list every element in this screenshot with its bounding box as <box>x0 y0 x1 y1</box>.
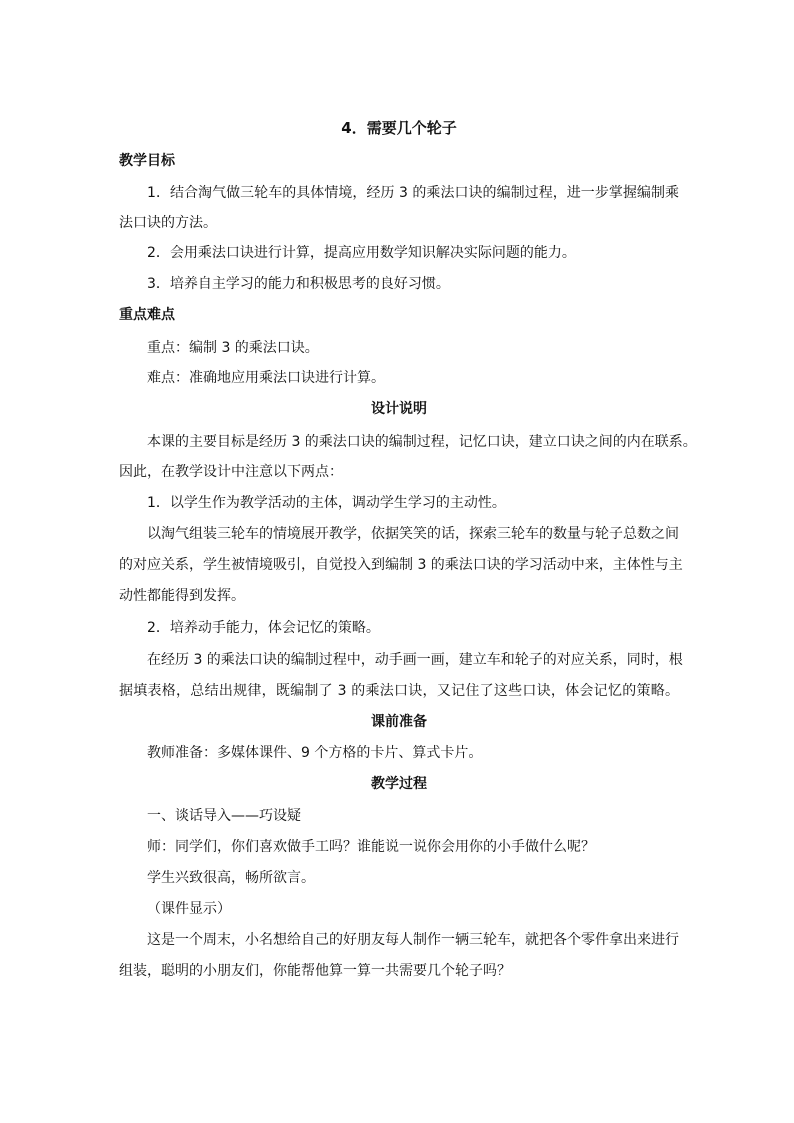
story-line-2: 组装，聪明的小朋友们，你能帮他算一算一共需要几个轮子吗？ <box>119 963 511 979</box>
page-title: 4．需要几个轮子 <box>341 119 457 137</box>
design-para-1-line-3: 动性都能得到发挥。 <box>119 588 245 604</box>
key-points-heading: 重点难点 <box>119 307 175 323</box>
objectives-heading: 教学目标 <box>119 153 175 169</box>
preparation-heading: 课前准备 <box>371 714 427 730</box>
objective-3: 3．培养自主学习的能力和积极思考的良好习惯。 <box>147 276 450 292</box>
design-point-2: 2．培养动手能力，体会记忆的策略。 <box>147 620 380 636</box>
design-intro-line-1: 本课的主要目标是经历 3 的乘法口诀的编制过程，记忆口诀，建立口诀之间的内在联系。 <box>147 434 697 450</box>
process-heading: 教学过程 <box>371 776 427 792</box>
process-section-1: 一、谈话导入——巧设疑 <box>147 808 301 824</box>
teacher-preparation: 教师准备：多媒体课件、9 个方格的卡片、算式卡片。 <box>147 745 483 761</box>
design-point-1: 1．以学生作为教学活动的主体，调动学生学习的主动性。 <box>147 495 506 511</box>
courseware-note: （课件显示） <box>147 901 231 917</box>
objective-1-line-2: 法口诀的方法。 <box>119 215 217 231</box>
design-para-2-line-2: 据填表格，总结出规律，既编制了 3 的乘法口诀，又记住了这些口诀，体会记忆的策略。 <box>119 683 679 699</box>
difficulty-point: 难点：准确地应用乘法口诀进行计算。 <box>147 370 385 386</box>
design-intro-line-2: 因此，在教学设计中注意以下两点： <box>119 464 343 480</box>
teacher-question: 师：同学们，你们喜欢做手工吗？谁能说一说你会用你的小手做什么呢？ <box>147 839 595 855</box>
design-para-1-line-2: 的对应关系，学生被情境吸引，自觉投入到编制 3 的乘法口诀的学习活动中来，主体性与主 <box>119 557 683 573</box>
story-line-1: 这是一个周末，小名想给自己的好朋友每人制作一辆三轮车，就把各个零件拿出来进行 <box>147 932 679 948</box>
objective-1-line-1: 1．结合淘气做三轮车的具体情境，经历 3 的乘法口诀的编制过程，进一步掌握编制乘 <box>147 185 679 201</box>
key-point: 重点：编制 3 的乘法口诀。 <box>147 340 319 356</box>
design-para-2-line-1: 在经历 3 的乘法口诀的编制过程中，动手画一画，建立车和轮子的对应关系，同时，根 <box>147 652 683 668</box>
objective-2: 2．会用乘法口诀进行计算，提高应用数学知识解决实际问题的能力。 <box>147 245 576 261</box>
student-response: 学生兴致很高，畅所欲言。 <box>147 870 315 886</box>
design-para-1-line-1: 以淘气组装三轮车的情境展开教学，依据笑笑的话，探索三轮车的数量与轮子总数之间 <box>147 526 679 542</box>
design-heading: 设计说明 <box>371 401 427 417</box>
